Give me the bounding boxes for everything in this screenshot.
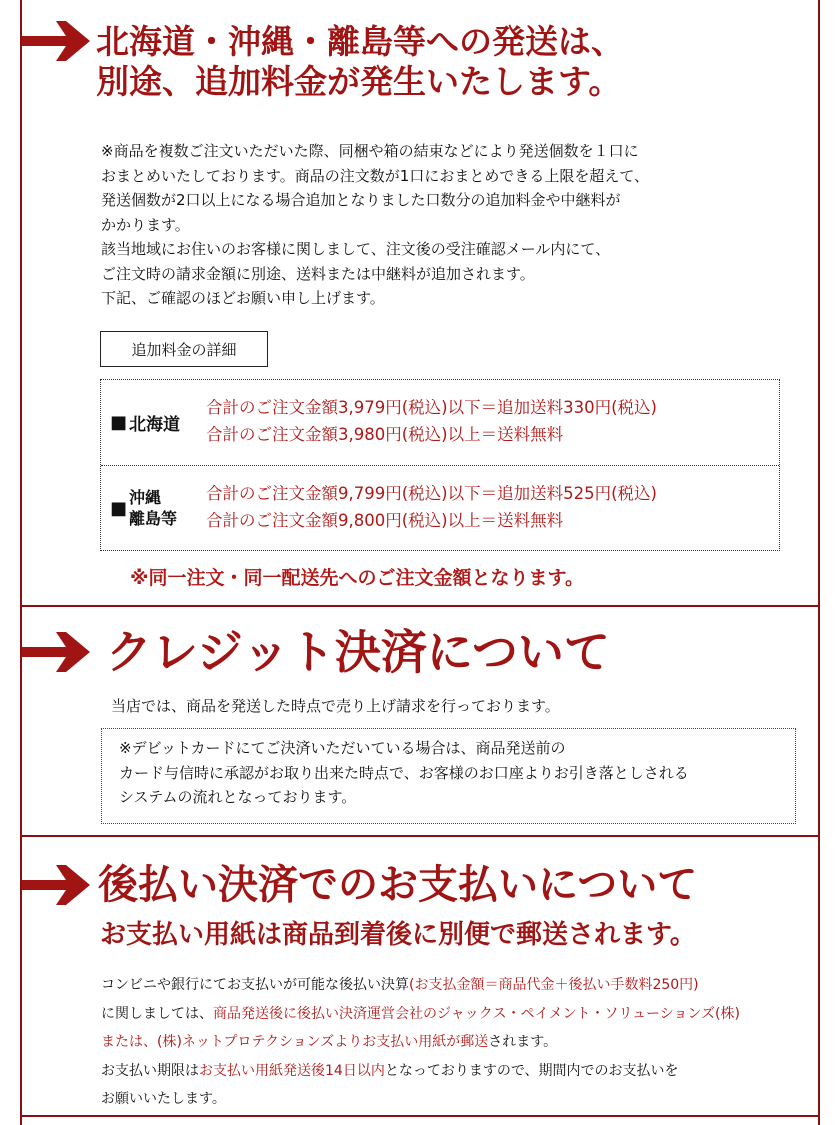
section-title: クレジット決済について (106, 625, 610, 679)
section-title: 後払い決済でのお支払いについて (98, 862, 698, 908)
text-span: コンビニや銀行にてお支払いが可能な後払い決算 (101, 977, 409, 993)
paragraph-line (101, 1000, 740, 1029)
text-span: に関しましては、 (101, 1005, 213, 1022)
section-divider (20, 1115, 820, 1117)
credit-intro (111, 694, 560, 719)
section-divider (20, 605, 820, 607)
fee-detail-label: 追加料金の詳細 (100, 331, 268, 367)
region-name: 離島等 (129, 509, 178, 528)
paragraph-line: お願いいたします。 (101, 1091, 226, 1107)
title-line: 別途、追加料金が発生いたします。 (96, 62, 622, 101)
text-span: となっておりますので、期間内でのお支払いを (384, 1062, 679, 1079)
fee-line: 合計のご注文金額3,980円(税込)以上＝送料無料 (206, 425, 564, 444)
shipping-notice-paragraph (101, 139, 649, 311)
title-line: 北海道・沖縄・離島等への発送は、 (96, 22, 624, 61)
deferred-payment-paragraph (101, 971, 740, 1114)
frame-right-border (818, 0, 820, 1125)
paragraph-line (101, 1028, 740, 1057)
right-arrow-icon (22, 860, 92, 910)
section-title (96, 22, 624, 102)
region-name: 北海道 (129, 415, 181, 435)
square-bullet-icon: ■ (110, 497, 128, 519)
fee-line: 合計のご注文金額9,799円(税込)以下＝追加送料525円(税込) (206, 484, 657, 503)
fee-lines (206, 394, 657, 448)
text-span: されます。 (488, 1034, 558, 1050)
right-arrow-icon (22, 16, 92, 66)
fee-line: 合計のご注文金額3,979円(税込)以下＝追加送料330円(税込) (206, 398, 657, 417)
square-bullet-icon: ■ (110, 412, 128, 433)
paragraph-line: ※デビットカードにてご決済いただいている場合は、商品発送前の (119, 739, 566, 757)
paragraph-line: おまとめいたしております。商品の注文数が1口におまとめできる上限を超えて、 (101, 166, 650, 185)
highlight-text: または、(株)ネットプロテクションズよりお支払い用紙が郵送 (101, 1034, 489, 1050)
highlight-text: (お支払金額＝商品代金＋後払い手数料250円) (409, 977, 699, 993)
fee-row-okinawa (101, 466, 779, 550)
paragraph-line: 該当地域にお住いのお客様に関しまして、注文後の受注確認メール内にて、 (101, 240, 611, 258)
section-divider (20, 835, 820, 837)
paragraph-line (101, 971, 740, 1000)
same-order-note: ※同一注文・同一配送先へのご注文金額となります。 (130, 567, 584, 589)
debit-card-notice (119, 736, 689, 810)
section-subtitle: お支払い用紙は商品到着後に別便で郵送されます。 (100, 920, 696, 950)
paragraph-line: かかります。 (101, 215, 190, 234)
paragraph-line: ※商品を複数ご注文いただいた際、同梱や箱の結束などにより発送個数を１口に (101, 142, 639, 160)
debit-card-notice-box (101, 728, 796, 824)
region-name: 沖縄 (129, 488, 162, 507)
paragraph-line: カード与信時に承認がお取り出来た時点で、お客様のお口座よりお引き落としされる (119, 763, 689, 782)
paragraph-line: 発送個数が2口以上になる場合追加となりました口数分の追加料金や中継料が (101, 191, 621, 209)
region-label (110, 380, 180, 465)
frame-left-border (20, 0, 22, 1125)
paragraph-line (101, 1057, 740, 1086)
paragraph-line: ご注文時の請求金額に別途、送料または中継料が追加されます。 (101, 264, 535, 283)
fee-line: 合計のご注文金額9,800円(税込)以上＝送料無料 (206, 511, 564, 530)
paragraph-line: 当店では、商品を発送した時点で売り上げ請求を行っております。 (111, 697, 560, 715)
paragraph-line: システムの流れとなっております。 (119, 788, 357, 806)
fee-row-hokkaido (101, 380, 779, 466)
highlight-text: お支払い用紙発送後14日以内 (199, 1062, 385, 1079)
highlight-text: 商品発送後に後払い決済運営会社のジャックス・ペイメント・ソリューションズ(株) (213, 1005, 740, 1022)
text-span: お支払い期限は (101, 1062, 199, 1079)
right-arrow-icon (22, 627, 92, 677)
fee-lines (206, 480, 657, 534)
region-label (110, 466, 177, 550)
paragraph-line: 下記、ご確認のほどお願い申し上げます。 (101, 289, 385, 307)
fee-table (100, 379, 780, 551)
